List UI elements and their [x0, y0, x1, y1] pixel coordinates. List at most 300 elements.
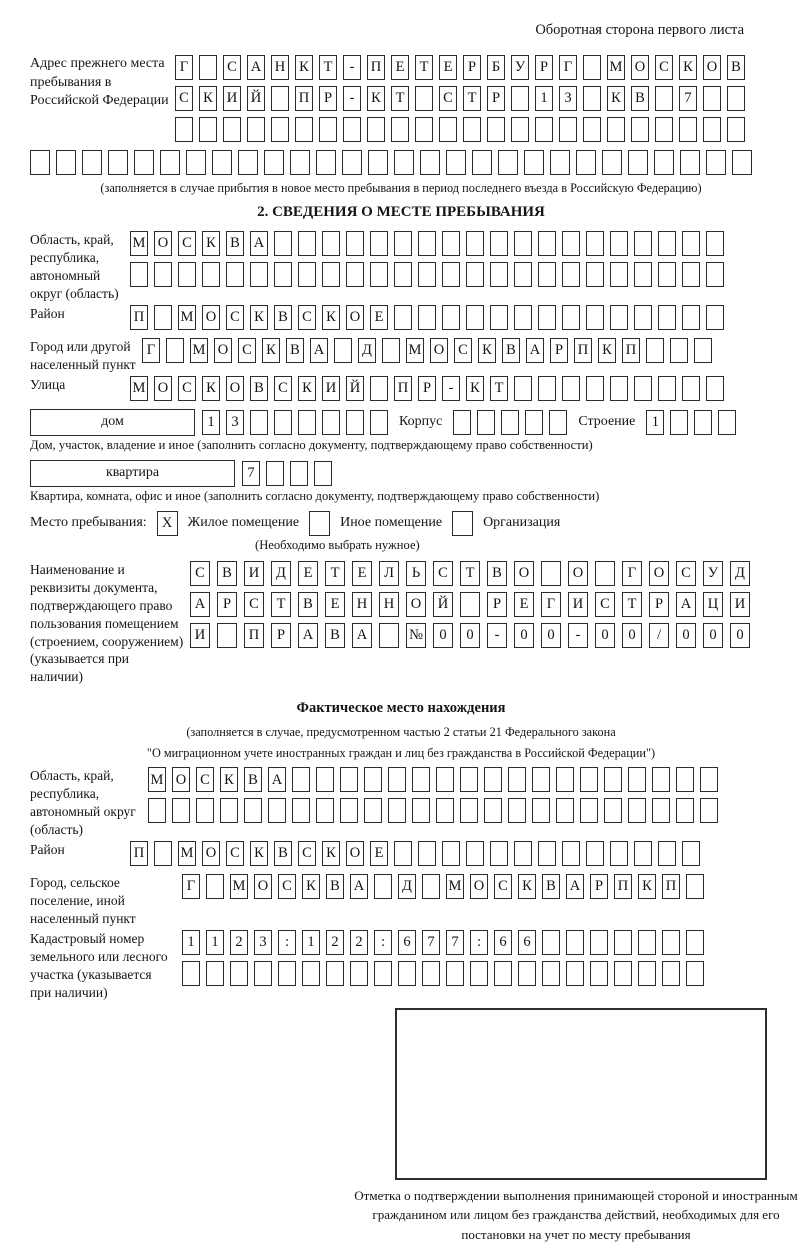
char-cell[interactable]	[631, 117, 649, 142]
char-cell[interactable]	[460, 798, 478, 823]
char-cell[interactable]	[394, 305, 412, 330]
char-cell[interactable]: Д	[730, 561, 750, 586]
char-cell[interactable]	[490, 841, 508, 866]
char-cell[interactable]	[446, 150, 466, 175]
char-cell[interactable]: Д	[358, 338, 376, 363]
char-cell[interactable]	[342, 150, 362, 175]
char-cell[interactable]	[274, 231, 292, 256]
char-cell[interactable]	[602, 150, 622, 175]
char-cell[interactable]	[634, 376, 652, 401]
char-cell[interactable]: В	[217, 561, 237, 586]
char-cell[interactable]: И	[244, 561, 264, 586]
char-cell[interactable]: Е	[370, 305, 388, 330]
char-cell[interactable]	[550, 150, 570, 175]
char-cell[interactable]: А	[298, 623, 318, 648]
char-cell[interactable]	[634, 305, 652, 330]
char-cell[interactable]: Т	[490, 376, 508, 401]
char-cell[interactable]	[646, 338, 664, 363]
char-cell[interactable]	[199, 117, 217, 142]
char-cell[interactable]	[134, 150, 154, 175]
char-cell[interactable]	[418, 231, 436, 256]
checkbox-organization[interactable]	[452, 511, 473, 536]
char-cell[interactable]	[658, 841, 676, 866]
char-cell[interactable]: И	[322, 376, 340, 401]
char-cell[interactable]: В	[298, 592, 318, 617]
char-cell[interactable]	[298, 262, 316, 287]
char-cell[interactable]	[394, 841, 412, 866]
char-cell[interactable]: Р	[550, 338, 568, 363]
char-cell[interactable]	[394, 231, 412, 256]
char-cell[interactable]	[442, 841, 460, 866]
char-cell[interactable]: П	[394, 376, 412, 401]
char-cell[interactable]: М	[406, 338, 424, 363]
char-cell[interactable]	[264, 150, 284, 175]
char-cell[interactable]: А	[676, 592, 696, 617]
char-cell[interactable]	[604, 798, 622, 823]
char-cell[interactable]	[398, 961, 416, 986]
char-cell[interactable]	[542, 930, 560, 955]
char-cell[interactable]	[374, 961, 392, 986]
char-cell[interactable]: Н	[271, 55, 289, 80]
char-cell[interactable]	[490, 262, 508, 287]
char-cell[interactable]	[343, 117, 361, 142]
char-cell[interactable]: В	[502, 338, 520, 363]
char-cell[interactable]	[524, 150, 544, 175]
char-cell[interactable]	[532, 767, 550, 792]
char-cell[interactable]: :	[278, 930, 296, 955]
char-cell[interactable]: И	[568, 592, 588, 617]
char-cell[interactable]: 7	[446, 930, 464, 955]
char-cell[interactable]	[166, 338, 184, 363]
char-cell[interactable]: К	[518, 874, 536, 899]
char-cell[interactable]	[634, 841, 652, 866]
char-cell[interactable]	[610, 841, 628, 866]
char-cell[interactable]: П	[130, 305, 148, 330]
char-cell[interactable]	[604, 767, 622, 792]
char-cell[interactable]: 1	[182, 930, 200, 955]
char-cell[interactable]	[295, 117, 313, 142]
char-cell[interactable]	[370, 410, 388, 435]
char-cell[interactable]	[374, 874, 392, 899]
char-cell[interactable]: М	[130, 376, 148, 401]
char-cell[interactable]	[364, 798, 382, 823]
char-cell[interactable]	[460, 592, 480, 617]
char-cell[interactable]: С	[226, 841, 244, 866]
char-cell[interactable]: У	[511, 55, 529, 80]
char-cell[interactable]	[652, 798, 670, 823]
char-cell[interactable]	[340, 767, 358, 792]
char-cell[interactable]: С	[494, 874, 512, 899]
char-cell[interactable]: Н	[352, 592, 372, 617]
char-cell[interactable]: П	[574, 338, 592, 363]
char-cell[interactable]	[202, 262, 220, 287]
char-cell[interactable]: Е	[298, 561, 318, 586]
char-cell[interactable]	[562, 305, 580, 330]
char-cell[interactable]: П	[662, 874, 680, 899]
char-cell[interactable]: П	[614, 874, 632, 899]
char-cell[interactable]	[514, 231, 532, 256]
char-cell[interactable]	[562, 376, 580, 401]
char-cell[interactable]	[580, 798, 598, 823]
checkbox-other-premises[interactable]	[309, 511, 330, 536]
char-cell[interactable]: С	[298, 305, 316, 330]
char-cell[interactable]	[706, 150, 726, 175]
char-cell[interactable]: С	[244, 592, 264, 617]
char-cell[interactable]	[367, 117, 385, 142]
char-cell[interactable]	[706, 305, 724, 330]
char-cell[interactable]: -	[343, 86, 361, 111]
char-cell[interactable]	[271, 86, 289, 111]
char-cell[interactable]: О	[406, 592, 426, 617]
char-cell[interactable]: А	[352, 623, 372, 648]
char-cell[interactable]: 1	[302, 930, 320, 955]
char-cell[interactable]: Н	[379, 592, 399, 617]
char-cell[interactable]	[254, 961, 272, 986]
char-cell[interactable]	[583, 86, 601, 111]
char-cell[interactable]	[346, 231, 364, 256]
char-cell[interactable]: С	[223, 55, 241, 80]
char-cell[interactable]	[388, 767, 406, 792]
char-cell[interactable]: 2	[350, 930, 368, 955]
char-cell[interactable]: И	[223, 86, 241, 111]
char-cell[interactable]: 6	[518, 930, 536, 955]
char-cell[interactable]	[82, 150, 102, 175]
char-cell[interactable]: Й	[346, 376, 364, 401]
char-cell[interactable]: Г	[182, 874, 200, 899]
char-cell[interactable]	[634, 262, 652, 287]
char-cell[interactable]	[422, 874, 440, 899]
char-cell[interactable]	[676, 798, 694, 823]
char-cell[interactable]: Т	[271, 592, 291, 617]
char-cell[interactable]	[586, 376, 604, 401]
char-cell[interactable]	[223, 117, 241, 142]
char-cell[interactable]	[638, 961, 656, 986]
char-cell[interactable]	[562, 231, 580, 256]
char-cell[interactable]: 0	[433, 623, 453, 648]
char-cell[interactable]	[470, 961, 488, 986]
char-cell[interactable]: О	[154, 376, 172, 401]
char-cell[interactable]: 7	[422, 930, 440, 955]
char-cell[interactable]: Р	[319, 86, 337, 111]
char-cell[interactable]	[370, 231, 388, 256]
char-cell[interactable]	[610, 376, 628, 401]
char-cell[interactable]: С	[196, 767, 214, 792]
char-cell[interactable]	[346, 410, 364, 435]
char-cell[interactable]	[266, 461, 284, 486]
char-cell[interactable]: Т	[415, 55, 433, 80]
char-cell[interactable]	[316, 150, 336, 175]
char-cell[interactable]	[268, 798, 286, 823]
char-cell[interactable]	[727, 86, 745, 111]
char-cell[interactable]	[178, 262, 196, 287]
char-cell[interactable]: К	[478, 338, 496, 363]
char-cell[interactable]	[415, 117, 433, 142]
char-cell[interactable]	[370, 376, 388, 401]
char-cell[interactable]: А	[350, 874, 368, 899]
char-cell[interactable]	[346, 262, 364, 287]
char-cell[interactable]	[498, 150, 518, 175]
char-cell[interactable]: Е	[352, 561, 372, 586]
char-cell[interactable]	[212, 150, 232, 175]
char-cell[interactable]: 3	[559, 86, 577, 111]
char-cell[interactable]: С	[175, 86, 193, 111]
char-cell[interactable]	[206, 961, 224, 986]
char-cell[interactable]: О	[631, 55, 649, 80]
char-cell[interactable]	[436, 767, 454, 792]
char-cell[interactable]	[538, 262, 556, 287]
char-cell[interactable]: С	[676, 561, 696, 586]
char-cell[interactable]: А	[247, 55, 265, 80]
char-cell[interactable]: 6	[494, 930, 512, 955]
char-cell[interactable]	[586, 262, 604, 287]
char-cell[interactable]: Р	[217, 592, 237, 617]
char-cell[interactable]: М	[607, 55, 625, 80]
char-cell[interactable]	[511, 86, 529, 111]
char-cell[interactable]: А	[310, 338, 328, 363]
char-cell[interactable]	[706, 376, 724, 401]
char-cell[interactable]	[652, 767, 670, 792]
char-cell[interactable]	[586, 841, 604, 866]
char-cell[interactable]	[686, 930, 704, 955]
char-cell[interactable]	[370, 262, 388, 287]
char-cell[interactable]	[682, 231, 700, 256]
char-cell[interactable]: К	[322, 841, 340, 866]
char-cell[interactable]: М	[178, 305, 196, 330]
char-cell[interactable]	[556, 767, 574, 792]
char-cell[interactable]: О	[430, 338, 448, 363]
char-cell[interactable]	[314, 461, 332, 486]
char-cell[interactable]: Е	[370, 841, 388, 866]
char-cell[interactable]: 0	[730, 623, 750, 648]
char-cell[interactable]	[670, 410, 688, 435]
char-cell[interactable]	[508, 767, 526, 792]
char-cell[interactable]	[388, 798, 406, 823]
char-cell[interactable]	[490, 305, 508, 330]
char-cell[interactable]	[566, 930, 584, 955]
char-cell[interactable]	[525, 410, 543, 435]
char-cell[interactable]	[583, 55, 601, 80]
char-cell[interactable]	[634, 231, 652, 256]
char-cell[interactable]	[686, 961, 704, 986]
char-cell[interactable]	[700, 798, 718, 823]
char-cell[interactable]	[487, 117, 505, 142]
char-cell[interactable]	[196, 798, 214, 823]
char-cell[interactable]	[703, 86, 721, 111]
char-cell[interactable]	[182, 961, 200, 986]
char-cell[interactable]	[494, 961, 512, 986]
char-cell[interactable]: В	[487, 561, 507, 586]
char-cell[interactable]	[508, 798, 526, 823]
char-cell[interactable]: О	[470, 874, 488, 899]
char-cell[interactable]	[340, 798, 358, 823]
char-cell[interactable]: Д	[398, 874, 416, 899]
char-cell[interactable]	[108, 150, 128, 175]
char-cell[interactable]: -	[568, 623, 588, 648]
char-cell[interactable]: С	[178, 231, 196, 256]
char-cell[interactable]	[418, 841, 436, 866]
char-cell[interactable]: 3	[226, 410, 244, 435]
char-cell[interactable]: Л	[379, 561, 399, 586]
char-cell[interactable]	[420, 150, 440, 175]
char-cell[interactable]	[319, 117, 337, 142]
char-cell[interactable]	[322, 262, 340, 287]
char-cell[interactable]: В	[325, 623, 345, 648]
char-cell[interactable]: П	[130, 841, 148, 866]
char-cell[interactable]: К	[638, 874, 656, 899]
char-cell[interactable]	[490, 231, 508, 256]
char-cell[interactable]: 0	[460, 623, 480, 648]
char-cell[interactable]	[610, 305, 628, 330]
char-cell[interactable]	[628, 798, 646, 823]
char-cell[interactable]: К	[220, 767, 238, 792]
char-cell[interactable]	[322, 231, 340, 256]
char-cell[interactable]	[250, 410, 268, 435]
char-cell[interactable]: /	[649, 623, 669, 648]
char-cell[interactable]: В	[244, 767, 262, 792]
char-cell[interactable]	[238, 150, 258, 175]
char-cell[interactable]	[514, 262, 532, 287]
char-cell[interactable]	[658, 305, 676, 330]
char-cell[interactable]: К	[250, 841, 268, 866]
char-cell[interactable]: 1	[646, 410, 664, 435]
char-cell[interactable]: Г	[541, 592, 561, 617]
char-cell[interactable]	[694, 410, 712, 435]
char-cell[interactable]	[542, 961, 560, 986]
char-cell[interactable]: 6	[398, 930, 416, 955]
char-cell[interactable]	[514, 376, 532, 401]
char-cell[interactable]	[682, 841, 700, 866]
char-cell[interactable]	[160, 150, 180, 175]
char-cell[interactable]: В	[326, 874, 344, 899]
char-cell[interactable]	[694, 338, 712, 363]
char-cell[interactable]	[682, 262, 700, 287]
char-cell[interactable]: С	[454, 338, 472, 363]
char-cell[interactable]	[580, 767, 598, 792]
char-cell[interactable]: В	[274, 841, 292, 866]
char-cell[interactable]	[466, 231, 484, 256]
char-cell[interactable]	[727, 117, 745, 142]
char-cell[interactable]: В	[631, 86, 649, 111]
char-cell[interactable]: С	[433, 561, 453, 586]
char-cell[interactable]: С	[439, 86, 457, 111]
char-cell[interactable]: М	[190, 338, 208, 363]
char-cell[interactable]	[586, 305, 604, 330]
char-cell[interactable]: И	[730, 592, 750, 617]
char-cell[interactable]: С	[655, 55, 673, 80]
char-cell[interactable]	[379, 623, 399, 648]
char-cell[interactable]	[382, 338, 400, 363]
char-cell[interactable]	[628, 150, 648, 175]
char-cell[interactable]	[154, 841, 172, 866]
char-cell[interactable]	[610, 262, 628, 287]
char-cell[interactable]	[220, 798, 238, 823]
char-cell[interactable]: 0	[676, 623, 696, 648]
char-cell[interactable]	[436, 798, 454, 823]
char-cell[interactable]	[680, 150, 700, 175]
char-cell[interactable]	[199, 55, 217, 80]
char-cell[interactable]: Т	[622, 592, 642, 617]
char-cell[interactable]	[628, 767, 646, 792]
char-cell[interactable]: П	[295, 86, 313, 111]
char-cell[interactable]: 3	[254, 930, 272, 955]
char-cell[interactable]: Т	[463, 86, 481, 111]
char-cell[interactable]	[154, 305, 172, 330]
char-cell[interactable]: 0	[703, 623, 723, 648]
char-cell[interactable]: А	[526, 338, 544, 363]
char-cell[interactable]: В	[286, 338, 304, 363]
char-cell[interactable]	[56, 150, 76, 175]
char-cell[interactable]	[559, 117, 577, 142]
char-cell[interactable]	[278, 961, 296, 986]
char-cell[interactable]: Р	[535, 55, 553, 80]
char-cell[interactable]	[418, 262, 436, 287]
char-cell[interactable]	[484, 798, 502, 823]
char-cell[interactable]: Ь	[406, 561, 426, 586]
char-cell[interactable]: Г	[559, 55, 577, 80]
char-cell[interactable]: В	[250, 376, 268, 401]
char-cell[interactable]: К	[367, 86, 385, 111]
char-cell[interactable]	[394, 150, 414, 175]
char-cell[interactable]: К	[322, 305, 340, 330]
char-cell[interactable]: 0	[595, 623, 615, 648]
char-cell[interactable]	[368, 150, 388, 175]
char-cell[interactable]: М	[130, 231, 148, 256]
char-cell[interactable]: :	[470, 930, 488, 955]
char-cell[interactable]: С	[278, 874, 296, 899]
char-cell[interactable]: Е	[439, 55, 457, 80]
char-cell[interactable]	[562, 841, 580, 866]
char-cell[interactable]	[391, 117, 409, 142]
char-cell[interactable]	[206, 874, 224, 899]
char-cell[interactable]	[422, 961, 440, 986]
char-cell[interactable]	[290, 461, 308, 486]
char-cell[interactable]: О	[202, 305, 220, 330]
char-cell[interactable]	[514, 841, 532, 866]
char-cell[interactable]: Р	[487, 86, 505, 111]
char-cell[interactable]: Г	[175, 55, 193, 80]
char-cell[interactable]	[511, 117, 529, 142]
char-cell[interactable]	[655, 117, 673, 142]
char-cell[interactable]	[466, 841, 484, 866]
char-cell[interactable]	[298, 410, 316, 435]
char-cell[interactable]	[298, 231, 316, 256]
char-cell[interactable]: :	[374, 930, 392, 955]
char-cell[interactable]: Й	[247, 86, 265, 111]
char-cell[interactable]: 2	[326, 930, 344, 955]
char-cell[interactable]	[658, 262, 676, 287]
char-cell[interactable]: Ц	[703, 592, 723, 617]
char-cell[interactable]: О	[254, 874, 272, 899]
char-cell[interactable]: С	[298, 841, 316, 866]
char-cell[interactable]	[576, 150, 596, 175]
char-cell[interactable]	[250, 262, 268, 287]
char-cell[interactable]: 1	[535, 86, 553, 111]
char-cell[interactable]	[658, 231, 676, 256]
char-cell[interactable]	[442, 231, 460, 256]
char-cell[interactable]: С	[595, 592, 615, 617]
char-cell[interactable]: Е	[514, 592, 534, 617]
char-cell[interactable]: О	[514, 561, 534, 586]
char-cell[interactable]	[706, 262, 724, 287]
char-cell[interactable]	[662, 930, 680, 955]
char-cell[interactable]: К	[302, 874, 320, 899]
char-cell[interactable]: К	[295, 55, 313, 80]
char-cell[interactable]	[412, 798, 430, 823]
char-cell[interactable]: К	[250, 305, 268, 330]
char-cell[interactable]: С	[226, 305, 244, 330]
char-cell[interactable]	[316, 798, 334, 823]
char-cell[interactable]	[682, 305, 700, 330]
